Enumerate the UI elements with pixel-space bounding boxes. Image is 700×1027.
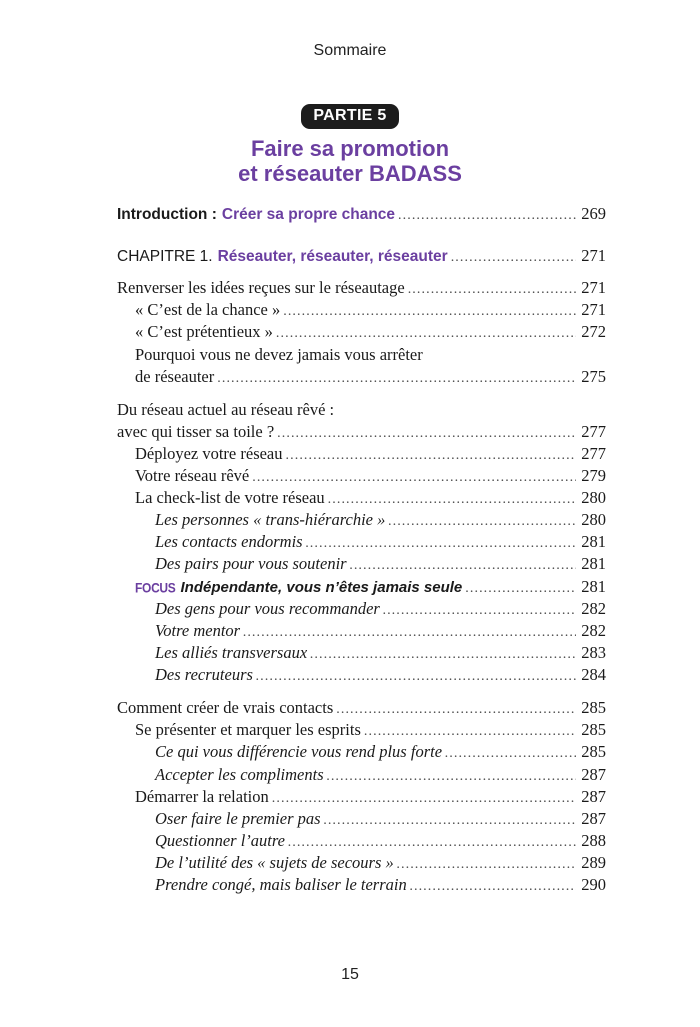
toc-subitem[interactable] <box>155 531 606 553</box>
item-title: Déployez votre réseau <box>135 444 283 463</box>
page-ref: 285 <box>581 698 606 717</box>
leader-dots <box>324 810 576 832</box>
subitem-title: Questionner l’autre <box>155 831 285 850</box>
leader-dots <box>310 644 576 666</box>
leader-dots <box>243 622 576 644</box>
leader-dots <box>398 205 576 227</box>
leader-dots <box>283 301 576 323</box>
page-ref: 281 <box>581 577 606 596</box>
section-title: avec qui tisser sa toile ? <box>117 422 275 441</box>
leader-dots <box>383 600 576 622</box>
subitem-title: Ce qui vous différencie vous rend plus forte <box>155 742 443 761</box>
toc-subitem[interactable] <box>155 642 606 664</box>
leader-dots <box>306 533 576 555</box>
toc-entry-chapter-1[interactable] <box>117 245 606 267</box>
page-ref: 281 <box>581 532 606 551</box>
running-header: Sommaire <box>313 42 387 59</box>
leader-dots <box>388 511 576 533</box>
focus-title: Indépendante, vous n’êtes jamais seule <box>180 579 463 596</box>
toc-item[interactable] <box>135 321 606 343</box>
part-badge-wrap <box>0 104 700 129</box>
page-ref: 285 <box>581 720 606 739</box>
part-badge: PARTIE 5 <box>301 104 398 129</box>
subitem-title: De l’utilité des « sujets de secours » <box>155 853 394 872</box>
page-ref: 284 <box>581 665 606 684</box>
page-ref: 269 <box>581 204 606 223</box>
leader-dots <box>252 467 576 489</box>
toc-item[interactable] <box>135 487 606 509</box>
leader-dots <box>277 423 576 445</box>
toc-subitem[interactable] <box>155 830 606 852</box>
page-ref: 282 <box>581 621 606 640</box>
section-title: Comment créer de vrais contacts <box>117 698 334 717</box>
page-ref: 272 <box>581 322 606 341</box>
leader-dots <box>445 743 576 765</box>
page-ref: 288 <box>581 831 606 850</box>
leader-dots <box>364 721 576 743</box>
page-ref: 280 <box>581 510 606 529</box>
page-ref: 271 <box>581 300 606 319</box>
item-title: Démarrer la relation <box>135 787 269 806</box>
toc-subitem[interactable] <box>155 598 606 620</box>
page-ref: 280 <box>581 488 606 507</box>
leader-dots <box>288 832 576 854</box>
subitem-title: Les alliés transversaux <box>155 643 308 662</box>
toc-item-line-1[interactable]: Pourquoi vous ne devez jamais vous arrêter <box>135 345 423 364</box>
page-ref: 271 <box>581 246 606 265</box>
toc-section-2-line-1[interactable]: Du réseau actuel au réseau rêvé : <box>117 400 335 419</box>
page-ref: 271 <box>581 278 606 297</box>
page-ref: 287 <box>581 787 606 806</box>
leader-dots <box>256 666 576 688</box>
item-title: Votre réseau rêvé <box>135 466 250 485</box>
page-number: 15 <box>341 966 359 983</box>
subitem-title: Oser faire le premier pas <box>155 809 321 828</box>
toc-item[interactable] <box>135 366 606 388</box>
toc-subitem[interactable] <box>155 764 606 786</box>
toc-subitem[interactable] <box>155 509 606 531</box>
subitem-title: Des pairs pour vous soutenir <box>155 554 347 573</box>
toc-focus-entry[interactable] <box>135 576 606 598</box>
page-ref: 277 <box>581 444 606 463</box>
intro-title: Créer sa propre chance <box>221 206 396 223</box>
part-title-line-1: Faire sa promotion <box>250 136 450 161</box>
page-ref: 283 <box>581 643 606 662</box>
leader-dots <box>350 555 576 577</box>
toc-subitem[interactable] <box>155 664 606 686</box>
leader-dots <box>327 766 576 788</box>
leader-dots <box>465 578 576 600</box>
item-title: « C’est de la chance » <box>135 300 281 319</box>
toc-subitem[interactable] <box>155 852 606 874</box>
toc-section-1[interactable] <box>117 277 606 299</box>
toc-subitem[interactable] <box>155 741 606 763</box>
leader-dots <box>408 279 576 301</box>
toc-subitem[interactable] <box>155 874 606 896</box>
part-title <box>0 136 700 186</box>
toc-section-3[interactable] <box>117 697 606 719</box>
page-ref: 287 <box>581 765 606 784</box>
page-ref: 289 <box>581 853 606 872</box>
item-title: de réseauter <box>135 367 215 386</box>
toc-section-2[interactable] <box>117 421 606 443</box>
page-ref: 279 <box>581 466 606 485</box>
toc-entry-introduction[interactable] <box>117 203 606 225</box>
page-ref: 281 <box>581 554 606 573</box>
subitem-title: Des gens pour vous recommander <box>155 599 380 618</box>
section-title: Renverser les idées reçues sur le réseautage <box>117 278 405 297</box>
leader-dots <box>286 445 576 467</box>
toc-item[interactable] <box>135 719 606 741</box>
subitem-title: Des recruteurs <box>155 665 253 684</box>
subitem-title: Les personnes « trans-hiérarchie » <box>155 510 386 529</box>
focus-tag: FOCUS <box>135 579 176 597</box>
leader-dots <box>276 323 576 345</box>
leader-dots <box>397 854 576 876</box>
page-ref: 287 <box>581 809 606 828</box>
leader-dots <box>336 699 576 721</box>
leader-dots <box>272 788 576 810</box>
toc-item[interactable] <box>135 465 606 487</box>
subitem-title: Accepter les compliments <box>155 765 324 784</box>
page-ref: 282 <box>581 599 606 618</box>
toc-item[interactable] <box>135 299 606 321</box>
page-ref: 290 <box>581 875 606 894</box>
toc-subitem[interactable] <box>155 620 606 642</box>
item-title: « C’est prétentieux » <box>135 322 273 341</box>
toc-item[interactable] <box>135 443 606 465</box>
intro-label: Introduction : <box>117 206 217 223</box>
toc-subitem[interactable] <box>155 808 606 830</box>
leader-dots <box>217 368 576 390</box>
leader-dots <box>410 876 576 898</box>
page-ref: 285 <box>581 742 606 761</box>
leader-dots <box>328 489 576 511</box>
item-title: Se présenter et marquer les esprits <box>135 720 361 739</box>
item-title: La check-list de votre réseau <box>135 488 325 507</box>
subitem-title: Les contacts endormis <box>155 532 303 551</box>
subitem-title: Prendre congé, mais baliser le terrain <box>155 875 407 894</box>
page-ref: 275 <box>581 367 606 386</box>
subitem-title: Votre mentor <box>155 621 241 640</box>
toc-subitem[interactable] <box>155 553 606 575</box>
chapter-label: CHAPITRE 1. <box>117 248 213 265</box>
chapter-title: Réseauter, réseauter, réseauter <box>217 248 448 265</box>
part-title-line-2: et réseauter BADASS <box>238 161 462 186</box>
page-ref: 277 <box>581 422 606 441</box>
toc-item[interactable] <box>135 786 606 808</box>
leader-dots <box>451 247 576 269</box>
